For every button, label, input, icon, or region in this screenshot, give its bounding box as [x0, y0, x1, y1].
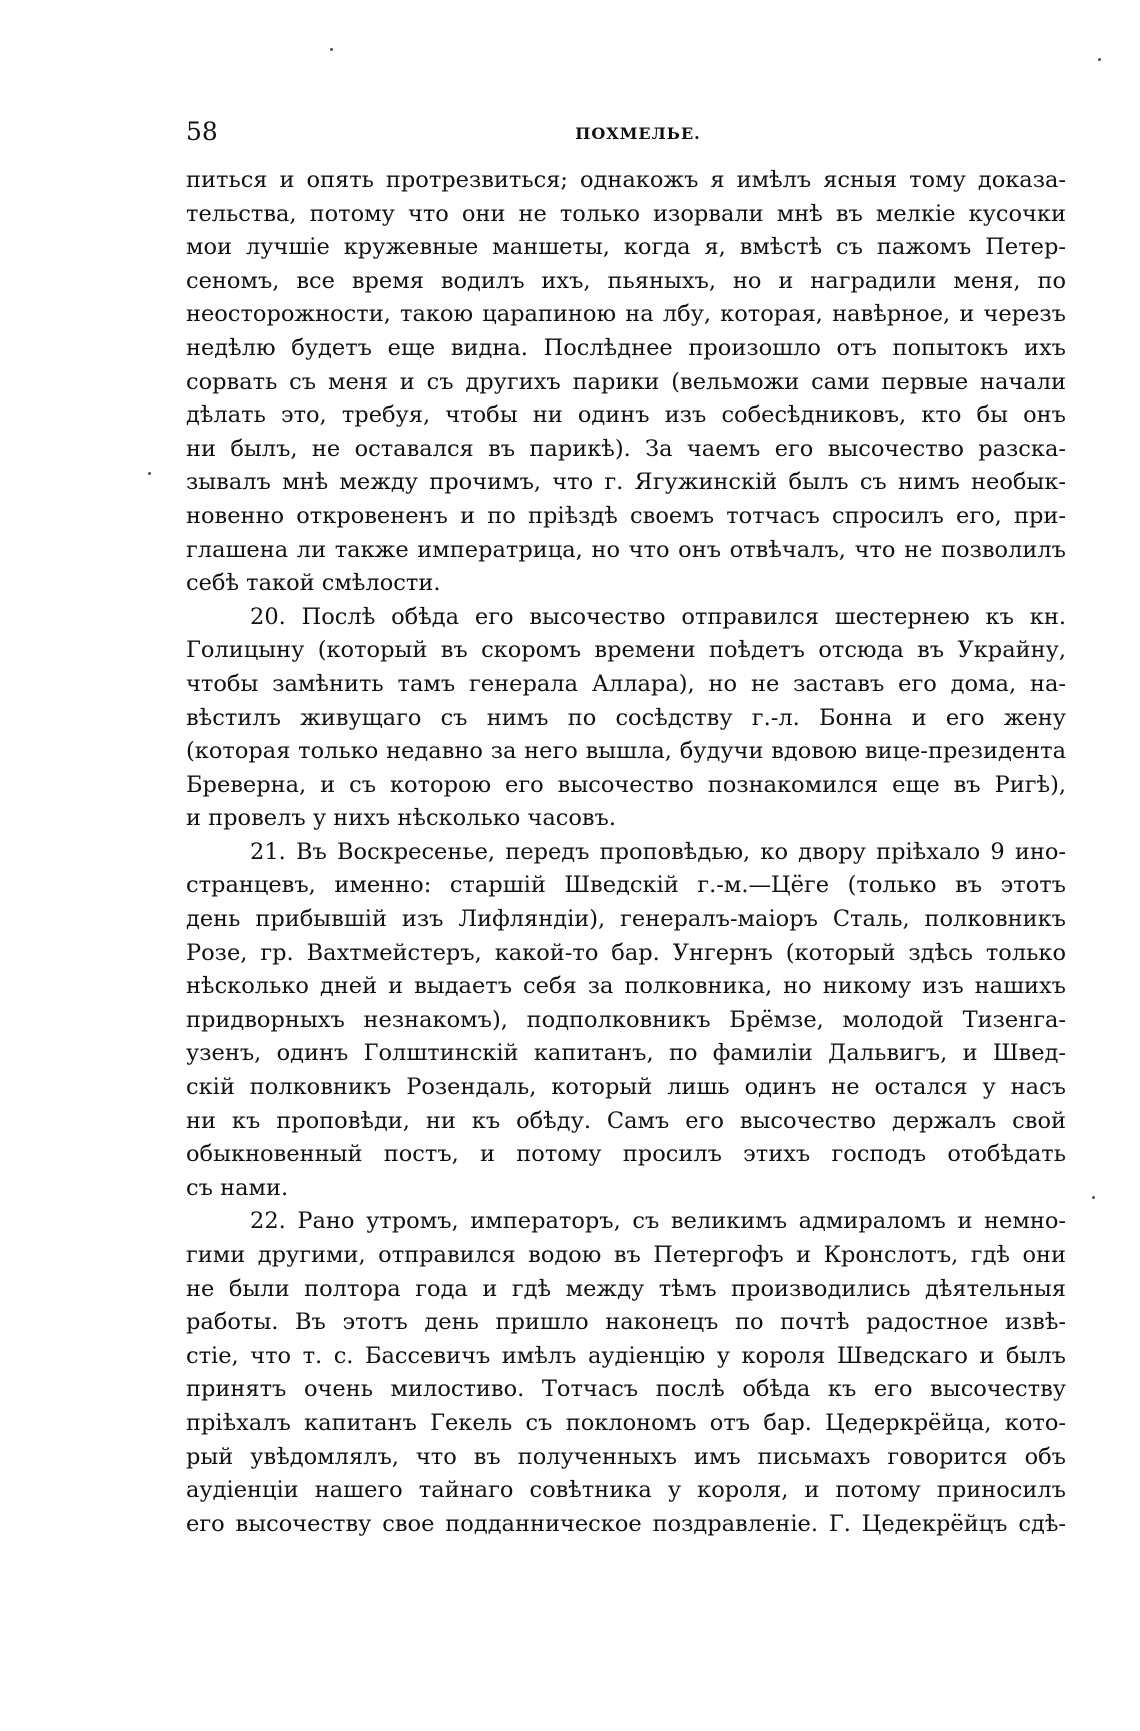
scan-speck [148, 472, 151, 475]
text-line: придворныхъ незнакомъ), подполковникъ Брёмзе, молодой Тизенга- [186, 1006, 1066, 1033]
text-line: принятъ очень милостиво. Тотчасъ послѣ обѣда къ его высочеству [186, 1376, 1066, 1403]
text-line: узенъ, одинъ Голштинскій капитанъ, по фамиліи Дальвигъ, и Швед- [186, 1040, 1066, 1067]
paragraph-end-line: съ нами. [186, 1174, 289, 1201]
text-line: ни былъ, не оставался въ парикѣ). За чаемъ его высочество разска- [186, 435, 1066, 462]
text-line: рый увѣдомлялъ, что въ полученныхъ имъ письмахъ говорится объ [186, 1443, 1066, 1470]
text-line: мои лучшіе кружевные маншеты, когда я, вмѣстѣ съ пажомъ Петер- [186, 234, 1066, 261]
paragraph-start-line-20: 20. Послѣ обѣда его высочество отправился шестернею къ кн. [250, 603, 1066, 630]
text-line: обыкновенный постъ, и потому просилъ этихъ господъ отобѣдать [186, 1141, 1066, 1168]
text-line: недѣлю будетъ еще видна. Послѣднее произошло отъ попытокъ ихъ [186, 334, 1066, 361]
text-line: неосторожности, такою царапиною на лбу, которая, навѣрное, и черезъ [186, 301, 1066, 328]
text-line: пріѣхалъ капитанъ Гекель съ поклономъ отъ бар. Цедеркрёйца, кото- [186, 1409, 1066, 1436]
text-line: Бреверна, и съ которою его высочество познакомился еще въ Ригѣ), [186, 771, 1066, 798]
scan-speck [1098, 58, 1101, 61]
text-line: зывалъ мнѣ между прочимъ, что г. Ягужинскій былъ съ нимъ необык- [186, 469, 1066, 496]
paragraph-start-line-22: 22. Рано утромъ, императоръ, съ великимъ адмираломъ и немно- [250, 1208, 1066, 1235]
scan-speck [1092, 1196, 1095, 1199]
text-line: гими другими, отправился водою въ Петергофъ и Кронслотъ, гдѣ они [186, 1242, 1066, 1268]
text-line: нѣсколько дней и выдаетъ себя за полковника, но никому изъ нашихъ [186, 973, 1066, 1000]
text-line: не были полтора года и гдѣ между тѣмъ производились дѣятельныя [186, 1275, 1066, 1302]
text-line: сеномъ, все время водилъ ихъ, пьяныхъ, но и наградили меня, по [186, 267, 1066, 294]
text-line: стіе, что т. с. Бассевичъ имѣлъ аудіенцію у короля Шведскаго и былъ [186, 1342, 1066, 1369]
text-line: тельства, потому что они не только изорвали мнѣ въ мелкіе кусочки [186, 200, 1066, 227]
text-line: его высочеству свое подданническое поздравленіе. Г. Цедекрёйцъ сдѣ- [186, 1510, 1066, 1537]
text-line: работы. Въ этотъ день пришло наконецъ по почтѣ радостное извѣ- [186, 1309, 1066, 1336]
text-line: аудіенціи нашего тайнаго совѣтника у короля, и потому приносилъ [186, 1477, 1066, 1504]
text-line: дѣлать это, требуя, чтобы ни одинъ изъ собесѣдниковъ, кто бы онъ [186, 402, 1066, 429]
text-line: странцевъ, именно: старшій Шведскій г.-м.—Цёге (только въ этотъ [186, 872, 1066, 899]
paragraph-start-line-21: 21. Въ Воскресенье, передъ проповѣдью, ко двору пріѣхало 9 ино- [250, 838, 1066, 865]
text-line: скій полковникъ Розендаль, который лишь одинъ не остался у насъ [186, 1074, 1066, 1101]
text-line: ни къ проповѣди, ни къ обѣду. Самъ его высочество держалъ свой [186, 1107, 1066, 1134]
text-line: вѣстилъ живущаго съ нимъ по сосѣдству г.-л. Бонна и его жену [186, 704, 1066, 731]
paragraph-end-line: и провелъ у нихъ нѣсколько часовъ. [186, 805, 617, 832]
text-body [186, 164, 1066, 1541]
text-line: день прибывшій изъ Лифляндіи), генералъ-маіоръ Сталь, полковникъ [186, 906, 1066, 933]
text-line: Голицыну (который въ скоромъ времени поѣдетъ отсюда въ Украйну, [186, 637, 1066, 664]
scan-speck [330, 48, 333, 51]
text-line: питься и опять протрезвиться; однакожъ я имѣлъ ясныя тому доказа- [186, 167, 1066, 193]
paragraph-end-line: себѣ такой смѣлости. [186, 570, 441, 597]
text-line: чтобы замѣнить тамъ генерала Аллара), но не заставъ его дома, на- [186, 670, 1066, 697]
page-number: 58 [186, 117, 218, 146]
running-head [186, 112, 1066, 152]
text-line: глашена ли также императрица, но что онъ отвѣчалъ, что не позволилъ [186, 536, 1066, 563]
text-line: новенно откровененъ и по пріѣздѣ своемъ тотчасъ спросилъ его, при- [186, 502, 1066, 529]
running-title: ПОХМЕЛЬЕ. [575, 124, 701, 143]
text-line: сорвать съ меня и съ другихъ парики (вельможи сами первые начали [186, 368, 1066, 395]
text-line: (которая только недавно за него вышла, будучи вдовою вице-президента [186, 738, 1066, 765]
text-line: Розе, гр. Вахтмейстеръ, какой-то бар. Унгернъ (который здѣсь только [186, 939, 1066, 966]
